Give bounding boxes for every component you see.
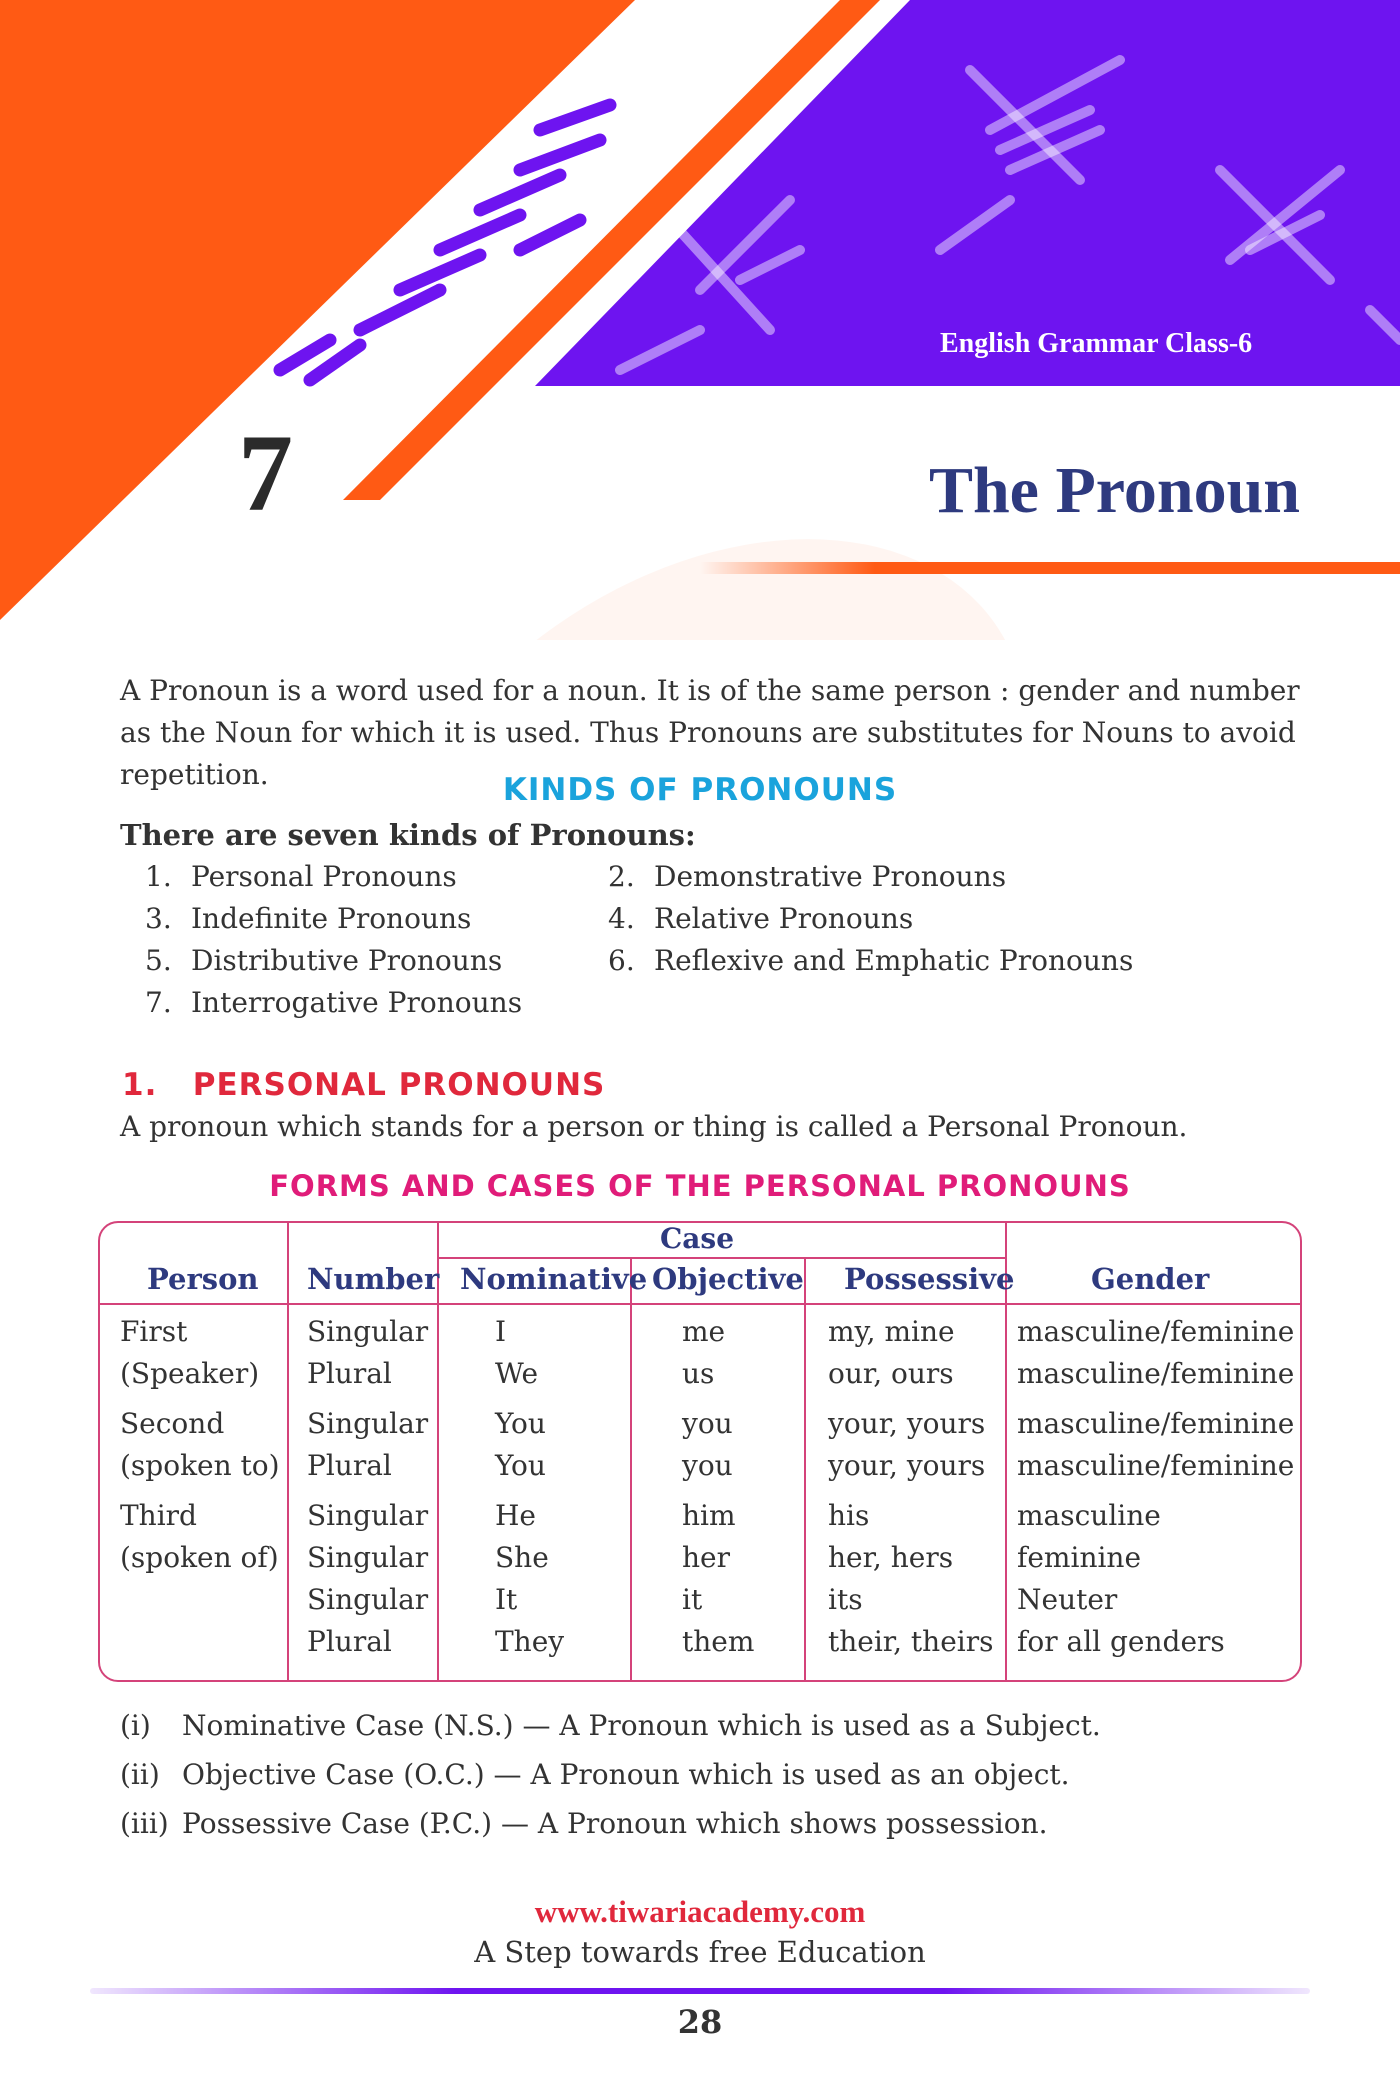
kind-label: Personal Pronouns — [191, 860, 457, 893]
cell-gender: masculine/feminine — [1017, 1449, 1295, 1482]
table-divider — [804, 1257, 806, 1680]
case-note — [120, 1758, 1070, 1791]
cell-number: Singular — [307, 1541, 429, 1574]
cell-possessive: my, mine — [828, 1315, 955, 1348]
table-heading: FORMS AND CASES OF THE PERSONAL PRONOUNS — [269, 1169, 1131, 1203]
note-text: Objective Case (O.C.) — A Pronoun which is used as an object. — [182, 1758, 1070, 1791]
cell-gender: masculine/feminine — [1017, 1357, 1295, 1390]
cell-person: Third — [120, 1499, 197, 1532]
kind-label: Reflexive and Emphatic Pronouns — [654, 944, 1134, 977]
website-link[interactable]: www.tiwariacademy.com — [534, 1894, 866, 1929]
cell-possessive: his — [828, 1499, 870, 1532]
note-text: Nominative Case (N.S.) — A Pronoun which is used as a Subject. — [182, 1709, 1101, 1742]
table-divider — [287, 1223, 289, 1680]
cell-possessive: their, theirs — [828, 1625, 994, 1658]
kind-number: 2. — [608, 860, 635, 893]
footer-tagline: A Step towards free Education — [474, 1935, 926, 1969]
kind-item — [145, 944, 502, 977]
cell-person: First — [120, 1315, 188, 1348]
kind-number: 1. — [145, 860, 172, 893]
chapter-title: The Pronoun — [928, 454, 1300, 527]
table-divider — [437, 1257, 1005, 1259]
table-divider — [630, 1257, 632, 1680]
cell-number: Plural — [307, 1357, 392, 1390]
case-header: Case — [660, 1222, 735, 1255]
cell-objective: us — [682, 1357, 715, 1390]
kind-label: Relative Pronouns — [654, 902, 914, 935]
chapter-number: 7 — [238, 412, 293, 534]
cell-person: Second — [120, 1407, 225, 1440]
case-note — [120, 1807, 1048, 1840]
kind-number: 6. — [608, 944, 635, 977]
kind-label: Demonstrative Pronouns — [654, 860, 1007, 893]
kind-number: 4. — [608, 902, 635, 935]
kind-label: Interrogative Pronouns — [191, 986, 523, 1019]
cell-objective: you — [682, 1449, 733, 1482]
cell-gender: for all genders — [1017, 1625, 1225, 1658]
cell-number: Plural — [307, 1449, 392, 1482]
kind-item — [145, 986, 522, 1019]
kind-number: 7. — [145, 986, 172, 1019]
cell-person: (spoken to) — [120, 1449, 280, 1482]
kind-label: Distributive Pronouns — [191, 944, 503, 977]
pronoun-table — [98, 1221, 1302, 1682]
cell-person: (spoken of) — [120, 1541, 279, 1574]
intro-paragraph: A Pronoun is a word used for a noun. It is of the same person : gender and number as the Noun for which it is used. Thus Pronouns are substitutes for Nouns to avoid repetition. — [120, 674, 1300, 791]
column-header: Possessive — [844, 1262, 1015, 1296]
footer-rule — [90, 1988, 1310, 1994]
cell-nominative: You — [495, 1407, 546, 1440]
title-underline — [700, 562, 1400, 574]
kind-label: Indefinite Pronouns — [191, 902, 472, 935]
cell-nominative: She — [495, 1541, 549, 1574]
chapter-banner — [0, 0, 1400, 640]
column-header: Gender — [1091, 1262, 1210, 1296]
cell-gender: masculine — [1017, 1499, 1161, 1532]
cell-nominative: He — [495, 1499, 536, 1532]
column-header: Nominative — [460, 1262, 648, 1296]
cell-possessive: its — [828, 1583, 863, 1616]
column-header: Person — [147, 1262, 259, 1296]
cell-gender: masculine/feminine — [1017, 1407, 1295, 1440]
kind-item — [145, 902, 471, 935]
cell-nominative: We — [495, 1357, 539, 1390]
cell-number: Singular — [307, 1315, 429, 1348]
column-header: Objective — [652, 1262, 804, 1296]
section-heading: 1. PERSONAL PRONOUNS — [122, 1067, 606, 1103]
kinds-lead: There are seven kinds of Pronouns: — [120, 818, 696, 852]
cell-objective: you — [682, 1407, 733, 1440]
cell-objective: him — [682, 1499, 736, 1532]
cell-objective: it — [682, 1583, 703, 1616]
kind-number: 3. — [145, 902, 172, 935]
cell-gender: Neuter — [1017, 1583, 1118, 1616]
cell-gender: feminine — [1017, 1541, 1142, 1574]
note-numeral: (ii) — [120, 1758, 160, 1791]
cell-nominative: They — [495, 1625, 565, 1658]
cell-number: Singular — [307, 1407, 429, 1440]
cell-gender: masculine/feminine — [1017, 1315, 1295, 1348]
cell-number: Singular — [307, 1583, 429, 1616]
cell-number: Plural — [307, 1625, 392, 1658]
note-numeral: (iii) — [120, 1807, 169, 1840]
cell-nominative: You — [495, 1449, 546, 1482]
kinds-heading: KINDS OF PRONOUNS — [502, 772, 898, 808]
note-text: Possessive Case (P.C.) — A Pronoun which shows possession. — [182, 1807, 1048, 1840]
cell-person: (Speaker) — [120, 1357, 260, 1390]
note-numeral: (i) — [120, 1709, 151, 1742]
kind-number: 5. — [145, 944, 172, 977]
cell-possessive: your, yours — [828, 1407, 986, 1440]
section-definition: A pronoun which stands for a person or thing is called a Personal Pronoun. — [120, 1110, 1188, 1143]
cell-nominative: It — [495, 1583, 518, 1616]
cell-number: Singular — [307, 1499, 429, 1532]
table-header-rule — [100, 1303, 1300, 1305]
column-header: Number — [307, 1262, 440, 1296]
kind-item — [608, 944, 1133, 977]
cell-possessive: your, yours — [828, 1449, 986, 1482]
cell-objective: her — [682, 1541, 730, 1574]
kind-item — [608, 902, 913, 935]
cell-nominative: I — [495, 1315, 507, 1348]
cell-possessive: our, ours — [828, 1357, 954, 1390]
case-note — [120, 1709, 1101, 1742]
page-number: 28 — [677, 2003, 723, 2041]
kind-item — [145, 860, 457, 893]
kind-item — [608, 860, 1006, 893]
cell-possessive: her, hers — [828, 1541, 954, 1574]
cell-objective: me — [682, 1315, 726, 1348]
series-title: English Grammar Class-6 — [940, 328, 1253, 359]
cell-objective: them — [682, 1625, 755, 1658]
